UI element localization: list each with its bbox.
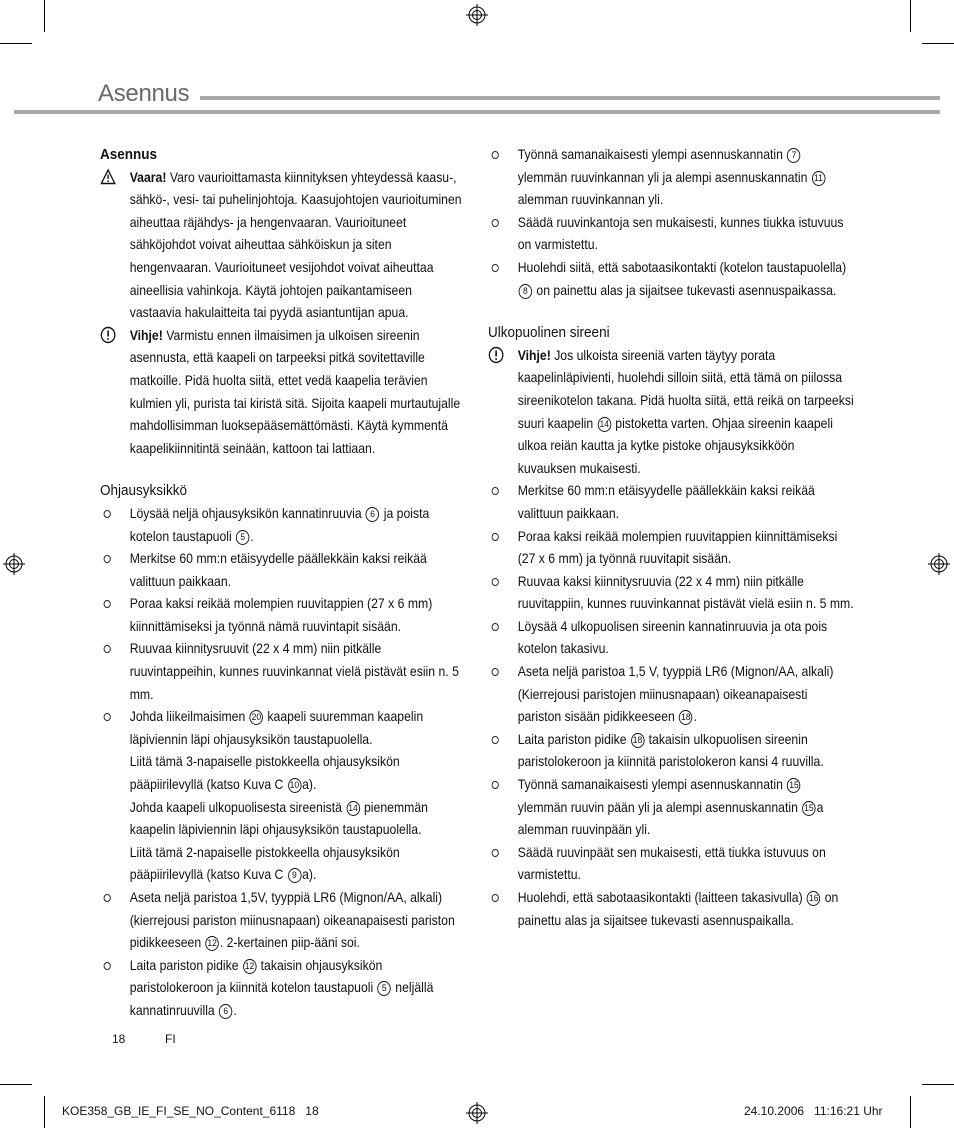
registration-mark-icon — [466, 1102, 488, 1124]
registration-mark-icon — [3, 553, 25, 575]
header-underline — [14, 110, 940, 114]
ref-number: 8 — [519, 284, 533, 299]
crop-mark — [910, 1096, 911, 1128]
list-item: Ruuvaa kaksi kiinnitysruuvia (22 x 4 mm) niin pitkälle ruuvitappiin, kunnes ruuvinkannat pistävät vielä esiin n. 5 mm. — [517, 573, 854, 612]
list-item: Aseta neljä paristoa 1,5V, tyyppiä LR6 (Mignon/AA, alkali) (kierrejousi pariston miinusnapaan) oikeanapaisesti pariston pidikkeeseen 12 . 2-kertainen piip-ääni soi. — [129, 890, 455, 951]
list-item: Säädä ruuvinpäät sen mukaisesti, että tiukka istuvuus on varmistettu. — [517, 844, 826, 883]
right-column — [488, 144, 854, 932]
exclamation-circle-icon — [100, 326, 116, 344]
ref-number: 10 — [289, 780, 300, 792]
registration-mark-icon — [466, 4, 488, 26]
ref-number: 6 — [366, 507, 380, 522]
page-number: 18 — [112, 1032, 126, 1046]
ref-number: 14 — [599, 418, 609, 430]
ref-number: 7 — [787, 148, 801, 163]
list-item: Huolehdi, että sabotaasikontakti (laitteen takasivulla) 16 on painettu alas ja sijaitsee tukevasti asennuspaikalla. — [517, 890, 839, 928]
ref-number: 18 — [632, 734, 643, 746]
crop-mark — [910, 0, 911, 32]
crop-mark — [922, 1084, 954, 1085]
ref-number: 18 — [681, 712, 691, 724]
list-item: Poraa kaksi reikää molempien ruuvitappien kiinnittämiseksi (27 x 6 mm) ja työnnä ruuvitapit sisään. — [517, 528, 838, 567]
list-item: Johda liikeilmaisimen 20 kaapeli suuremman kaapelin läpiviennin läpi ohjausyksikön taustapuolella. Liitä tämä 3-napaiselle pistokkeella ohjausyksikön pääpiirilevyllä (katso Kuva C 10 a). Johda kaapeli ulkopuolisesta sireenistä 14 pienemmän kaapelin läpiviennin läpi ohjausyksikön taustapuolella. Liitä tämä 2-napaiselle pistokkeella ohjausyksikön pääpiirilevyllä (katso Kuva C 9 a). — [129, 709, 428, 883]
header-rule — [200, 96, 940, 100]
print-file-info: KOE358_GB_IE_FI_SE_NO_Content_6118 18 — [62, 1104, 319, 1118]
warning-triangle-icon — [100, 168, 116, 186]
list-item: Aseta neljä paristoa 1,5 V, tyyppiä LR6 (Mignon/AA, alkali) (Kierrejousi paristojen miinusnapaan) oikeanapaisesti pariston sisään pidikkeeseen 18 . — [517, 664, 834, 725]
list-item: Löysää 4 ulkopuolisen sireenin kannatinruuvia ja ota pois kotelon takasivu. — [517, 618, 828, 657]
list-item: Ruuvaa kiinnitysruuvit (22 x 4 mm) niin pitkälle ruuvintappeihin, kunnes ruuvinkannat vielä pistävät esiin n. 5 mm. — [129, 641, 459, 702]
ref-number: 5 — [236, 530, 250, 545]
list-item: Merkitse 60 mm:n etäisyydelle päällekkäin kaksi reikää valittuun paikkaan. — [517, 483, 815, 521]
list-item: Merkitse 60 mm:n etäisyydelle päällekkäin kaksi reikää valittuun paikkaan. — [129, 551, 427, 589]
subheading: Ulkopuolinen sireeni — [488, 324, 610, 342]
ref-number: 6 — [219, 1004, 233, 1019]
ref-number: 11 — [812, 171, 826, 186]
registration-mark-icon — [928, 553, 950, 575]
ref-number: 15 — [804, 802, 814, 814]
crop-mark — [0, 43, 32, 44]
language-code: FI — [165, 1032, 176, 1046]
left-column — [100, 144, 465, 1023]
ref-number: 12 — [244, 960, 255, 972]
list-item: Poraa kaksi reikää molempien ruuvitappien (27 x 6 mm) kiinnittämiseksi ja työnnä nämä ruuvintapit sisään. — [129, 596, 433, 634]
page-title: Asennus — [98, 80, 190, 107]
list-item: Työnnä samanaikaisesti ylempi asennuskannatin 15 ylemmän ruuvin pään yli ja alempi asennuskannatin 15 a alemman ruuvinpään yli. — [517, 777, 824, 838]
list-item: Työnnä samanaikaisesti ylempi asennuskannatin 7 ylemmän ruuvinkannan yli ja alempi asennuskannatin 11 alemman ruuvinkannan yli. — [488, 144, 854, 212]
ref-number: 15 — [789, 780, 799, 792]
ref-number: 9 — [288, 868, 302, 883]
tip-label: Vihje! — [129, 327, 163, 343]
crop-mark — [44, 1096, 45, 1128]
ref-number: 20 — [251, 712, 262, 724]
crop-mark — [44, 0, 45, 32]
tip-label: Vihje! — [517, 347, 551, 363]
section-heading: Asennus — [100, 146, 158, 163]
ref-number: 12 — [207, 938, 217, 950]
ref-number: 14 — [348, 802, 358, 814]
list-item: Laita pariston pidike 12 takaisin ohjausyksikön paristolokeroon ja kiinnitä kotelon taustapuoli 5 neljällä kannatinruuvilla 6 . — [129, 957, 434, 1018]
ref-number: 5 — [377, 981, 391, 996]
warning-note — [100, 167, 465, 325]
warning-text: Varo vaurioittamasta kiinnityksen yhteydessä kaasu-, sähkö-, vesi- tai puhelinjohtoja. Kaasujohtojen vaurioituminen aiheuttaa räjähdys- ja hengenvaaran. Vaurioituneet sähköjohdot voivat aiheuttaa sähköiskun ja siten hengenvaaran. Vaurioituneet vesijohdot voivat aiheuttaa aineellisia vahinkoja. Käytä johtojen paikantamiseen vastaavia hakulaitteita tai pyydä asiantuntijan apua. — [129, 169, 462, 321]
ref-number: 16 — [808, 893, 819, 904]
tip-note: Vihje! Jos ulkoista sireeniä varten täytyy porata kaapelinläpivienti, huolehdi silloin siitä, että tämä on piilossa sireenikotelon takana. Pidä huolta siitä, että reikä on tarpeeksi suuri kaapelin 14 pistoketta varten. Ohjaa sireenin kaapeli ulkoa reiän kautta ja kytke pistoke ohjausyksikköön kuvauksen mukaisesti. — [488, 345, 854, 481]
tip-text: Varmistu ennen ilmaisimen ja ulkoisen sireenin asennusta, että kaapeli on tarpeeksi pitkä sovitettaville matkoille. Pidä huolta siitä, ettet vedä kaapelia terävien kulmien yli, purista tai kiristä sitä. Sijoita kaapeli murtautujalle mahdollisimman luoksepääsemättömästi. Käytä kymmentä kaapelikiinnitintä seinään, kattoon tai lattiaan. — [129, 327, 461, 456]
list-item: Laita pariston pidike 18 takaisin ulkopuolisen sireenin paristolokeroon ja kiinnitä paristolokeron kansi 4 ruuvilla. — [517, 731, 824, 770]
list-item: Huolehdi siitä, että sabotaasikontakti (kotelon taustapuolella) 8 on painettu alas ja sijaitsee tukevasti asennuspaikassa. — [517, 259, 847, 298]
subheading: Ohjausyksikkö — [100, 482, 188, 500]
crop-mark — [0, 1084, 32, 1085]
exclamation-circle-icon — [488, 346, 504, 364]
tip-note — [100, 325, 465, 461]
list-item: Löysää neljä ohjausyksikön kannatinruuvia 6 ja poista kotelon taustapuoli 5 . — [129, 505, 430, 544]
list-item: Säädä ruuvinkantoja sen mukaisesti, kunnes tiukka istuvuus on varmistettu. — [517, 214, 844, 253]
crop-mark — [922, 43, 954, 44]
print-datetime: 24.10.2006 11:16:21 Uhr — [744, 1104, 883, 1118]
warning-label: Vaara! — [129, 169, 167, 185]
